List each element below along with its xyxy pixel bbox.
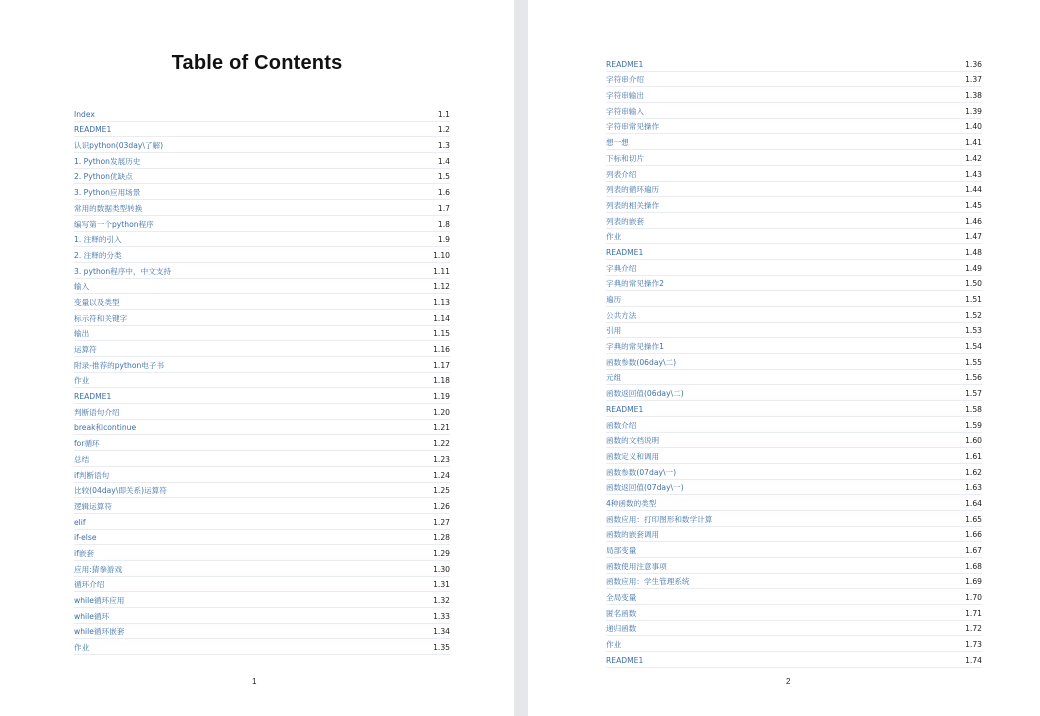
toc-list-page-2 [606,56,982,668]
toc-entry-link[interactable]: while循环嵌套 [74,627,125,637]
toc-entry-section-number: 1.16 [433,345,450,354]
toc-entry[interactable] [606,119,982,135]
toc-entry-section-number: 1.19 [433,392,450,402]
toc-entry-link[interactable]: 匿名函数 [606,608,637,618]
toc-entry-section-number: 1.63 [965,483,982,493]
toc-entry-link[interactable]: 2. Python优缺点 [74,172,133,182]
toc-entry-link[interactable]: if嵌套 [74,548,94,558]
toc-entry[interactable] [606,197,982,213]
toc-entry[interactable] [74,435,450,451]
toc-entry[interactable] [606,166,982,182]
toc-entry-link[interactable]: 函数使用注意事项 [606,561,667,571]
toc-entry[interactable] [74,106,450,122]
toc-entry-link[interactable]: 比较(04day\即关系)运算符 [74,486,167,496]
toc-entry-link[interactable]: 判断语句介绍 [74,407,120,417]
toc-entry[interactable] [74,545,450,561]
toc-entry-section-number: 1.4 [437,156,450,166]
toc-entry[interactable] [606,448,982,464]
toc-entry-section-number: 1.40 [965,122,982,132]
toc-entry[interactable] [74,294,450,310]
toc-entry-link[interactable]: 全局变量 [606,593,637,603]
toc-entry[interactable] [74,561,450,577]
toc-entry[interactable] [74,137,450,153]
toc-entry-link[interactable]: 列表介绍 [606,169,637,179]
toc-entry[interactable] [74,263,450,279]
toc-entry-section-number: 1.32 [433,596,450,605]
document-page-1 [0,0,514,716]
toc-entry-section-number: 1.49 [965,263,982,273]
toc-entry-link[interactable]: 作业 [74,376,90,386]
toc-entry[interactable] [606,354,982,370]
toc-entry-link[interactable]: 3. Python应用场景 [74,188,141,198]
toc-entry[interactable] [606,589,982,605]
toc-entry-section-number: 1.20 [433,407,450,417]
toc-entry[interactable] [606,385,982,401]
toc-entry-section-number: 1.8 [437,219,450,229]
toc-entry-section-number: 1.44 [965,185,982,195]
toc-entry-link[interactable]: 字符串常见操作 [606,122,660,132]
toc-entry-link[interactable]: if-else [74,533,97,543]
toc-entry-section-number: 1.57 [965,389,982,399]
toc-entry-link[interactable]: while循环应用 [74,596,125,605]
toc-entry-section-number: 1.2 [437,125,450,135]
toc-entry-link[interactable]: README1 [606,59,644,69]
toc-entry[interactable] [74,310,450,326]
toc-entry-link[interactable]: 运算符 [74,345,97,354]
toc-entry-section-number: 1.66 [965,530,982,540]
toc-entry-section-number: 1.30 [433,564,450,574]
toc-entry[interactable] [74,592,450,608]
toc-entry-section-number: 1.70 [965,593,982,603]
toc-entry[interactable] [74,420,450,436]
toc-entry-section-number: 1.35 [433,643,450,653]
toc-entry[interactable] [74,341,450,357]
toc-entry[interactable] [74,184,450,200]
toc-entry[interactable] [606,370,982,386]
toc-entry-link[interactable]: 2. 注释的分类 [74,250,122,260]
toc-entry-section-number: 1.69 [965,577,982,587]
toc-entry-link[interactable]: 总结 [74,454,90,464]
toc-entry[interactable] [606,433,982,449]
toc-entry-section-number: 1.39 [965,106,982,116]
toc-entry-link[interactable]: README1 [74,125,112,135]
toc-entry-link[interactable]: for循环 [74,439,100,449]
toc-entry[interactable] [606,495,982,511]
toc-entry-section-number: 1.41 [965,138,982,148]
toc-entry-link[interactable]: 认识python(03day\了解) [74,141,164,151]
toc-entry-section-number: 1.28 [433,533,450,543]
toc-entry[interactable] [606,213,982,229]
toc-entry[interactable] [606,291,982,307]
toc-entry-section-number: 1.60 [965,436,982,446]
toc-entry-section-number: 1.73 [965,640,982,650]
toc-entry-section-number: 1.22 [433,439,450,449]
toc-entry-section-number: 1.54 [965,342,982,352]
toc-entry-section-number: 1.55 [965,357,982,367]
toc-entry-section-number: 1.12 [433,282,450,292]
toc-entry-section-number: 1.1 [437,109,450,119]
toc-entry-link[interactable]: 函数应用：学生管理系统 [606,577,690,587]
toc-entry[interactable] [606,103,982,119]
toc-entry-link[interactable]: while循环 [74,611,110,621]
toc-entry[interactable] [606,307,982,323]
toc-entry-link[interactable]: if判断语句 [74,470,110,480]
toc-entry-link[interactable]: 逻辑运算符 [74,501,112,511]
toc-entry-link[interactable]: 1. Python发展历史 [74,156,141,166]
toc-entry-link[interactable]: 列表的嵌套 [606,216,644,226]
toc-entry[interactable] [606,134,982,150]
toc-entry-link[interactable]: 字符串输入 [606,106,644,116]
toc-entry[interactable] [74,200,450,216]
toc-entry-link[interactable]: 常用的数据类型转换 [74,203,143,213]
toc-entry-section-number: 1.26 [433,501,450,511]
toc-entry-link[interactable]: README1 [606,404,644,414]
toc-entry-section-number: 1.56 [965,373,982,383]
toc-entry[interactable] [606,480,982,496]
toc-entry-section-number: 1.53 [965,326,982,336]
toc-entry[interactable] [74,404,450,420]
toc-entry[interactable] [74,577,450,593]
toc-entry-section-number: 1.14 [433,313,450,323]
toc-entry-link[interactable]: 编写第一个python程序 [74,219,154,229]
toc-entry-link[interactable]: 作业 [606,232,622,242]
toc-entry-section-number: 1.65 [965,514,982,524]
toc-entry-link[interactable]: 作业 [74,643,90,653]
toc-entry-link[interactable]: 引用 [606,326,622,336]
toc-entry[interactable] [606,621,982,637]
toc-entry-link[interactable]: 字符串介绍 [606,75,644,85]
toc-entry[interactable] [606,542,982,558]
toc-entry[interactable] [606,260,982,276]
toc-entry-section-number: 1.74 [965,655,982,665]
toc-entry[interactable] [74,232,450,248]
toc-entry-link[interactable]: 输出 [74,329,90,339]
toc-entry[interactable] [74,169,450,185]
toc-entry-link[interactable]: 输入 [74,282,90,292]
toc-entry-section-number: 1.58 [965,404,982,414]
toc-entry-section-number: 1.46 [965,216,982,226]
toc-entry-section-number: 1.61 [965,451,982,461]
toc-entry-link[interactable]: README1 [74,392,112,402]
toc-entry[interactable] [74,326,450,342]
toc-entry-link[interactable]: 作业 [606,640,622,650]
toc-entry-link[interactable]: 函数应用：打印图形和数学计算 [606,514,713,524]
toc-entry[interactable] [74,153,450,169]
toc-entry[interactable] [74,122,450,138]
toc-entry-section-number: 1.42 [965,153,982,163]
toc-entry[interactable] [74,639,450,655]
toc-entry-link[interactable]: 下标和切片 [606,153,644,163]
toc-entry[interactable] [74,373,450,389]
toc-entry-section-number: 1.50 [965,279,982,289]
toc-entry-section-number: 1.6 [437,188,450,198]
toc-entry[interactable] [606,338,982,354]
page-number: 2 [786,677,791,686]
page-number: 1 [252,677,257,686]
toc-entry-section-number: 1.27 [433,517,450,527]
toc-entry-section-number: 1.15 [433,329,450,339]
toc-entry-link[interactable]: 列表的循环遍历 [606,185,660,195]
toc-entry-section-number: 1.64 [965,498,982,508]
toc-entry-section-number: 1.5 [437,172,450,182]
toc-entry-section-number: 1.52 [965,310,982,320]
toc-entry-section-number: 1.48 [965,247,982,257]
toc-entry-section-number: 1.23 [433,454,450,464]
toc-entry-section-number: 1.10 [433,250,450,260]
toc-entry[interactable] [606,605,982,621]
toc-entry[interactable] [606,464,982,480]
toc-entry-section-number: 1.43 [965,169,982,179]
toc-entry-link[interactable]: 函数定义和调用 [606,451,660,461]
toc-entry[interactable] [74,514,450,530]
toc-entry[interactable] [606,150,982,166]
toc-entry-link[interactable]: elif [74,517,86,527]
toc-entry[interactable] [606,323,982,339]
toc-entry[interactable] [606,244,982,260]
toc-entry-section-number: 1.29 [433,548,450,558]
toc-entry-link[interactable]: 函数返回值(06day\二) [606,389,684,399]
toc-entry-link[interactable]: 字符串输出 [606,91,644,101]
toc-entry-section-number: 1.45 [965,200,982,210]
toc-entry[interactable] [74,467,450,483]
toc-entry[interactable] [606,558,982,574]
toc-entry-link[interactable]: break和continue [74,423,137,433]
toc-entry[interactable] [74,608,450,624]
toc-entry-section-number: 1.33 [433,611,450,621]
toc-entry-section-number: 1.7 [437,203,450,213]
toc-entry[interactable] [606,229,982,245]
document-page-2 [528,0,1040,716]
toc-entry[interactable] [606,527,982,543]
toc-entry-link[interactable]: 1. 注释的引入 [74,235,122,245]
toc-entry[interactable] [606,417,982,433]
toc-entry-link[interactable]: README1 [606,247,644,257]
toc-entry-link[interactable]: 想一想 [606,138,629,148]
toc-entry-link[interactable]: 元组 [606,373,622,383]
toc-entry-link[interactable]: 函数的文档说明 [606,436,660,446]
toc-entry-link[interactable]: 变量以及类型 [74,297,120,307]
toc-entry[interactable] [606,636,982,652]
toc-entry-link[interactable]: 标示符和关键字 [74,313,128,323]
toc-entry-section-number: 1.34 [433,627,450,637]
toc-entry[interactable] [606,276,982,292]
toc-entry[interactable] [74,388,450,404]
toc-entry-link[interactable]: 函数参数(07day\一) [606,467,677,477]
toc-entry[interactable] [606,652,982,668]
toc-entry[interactable] [606,574,982,590]
toc-entry-link[interactable]: Index [74,109,95,119]
toc-entry[interactable] [74,483,450,499]
toc-entry[interactable] [74,279,450,295]
toc-entry-section-number: 1.47 [965,232,982,242]
toc-entry-section-number: 1.51 [965,295,982,304]
toc-entry-section-number: 1.18 [433,376,450,386]
page-title: Table of Contents [171,52,343,74]
toc-entry[interactable] [606,511,982,527]
toc-entry-link[interactable]: 4种函数的类型 [606,498,657,508]
toc-entry[interactable] [74,216,450,232]
toc-entry-link[interactable]: 函数介绍 [606,420,637,430]
toc-entry-section-number: 1.72 [965,624,982,634]
toc-entry[interactable] [606,56,982,72]
toc-entry-link[interactable]: 字典的常见操作1 [606,342,664,352]
toc-entry-link[interactable]: 循环介绍 [74,580,105,590]
toc-entry-section-number: 1.25 [433,486,450,496]
toc-entry[interactable] [74,530,450,546]
toc-entry-link[interactable]: 递归函数 [606,624,637,634]
toc-entry-section-number: 1.62 [965,467,982,477]
toc-entry-link[interactable]: 局部变量 [606,546,637,555]
toc-entry-section-number: 1.68 [965,561,982,571]
toc-entry-link[interactable]: 函数返回值(07day\一) [606,483,684,493]
toc-entry[interactable] [74,247,450,263]
toc-entry[interactable] [74,357,450,373]
toc-entry-link[interactable]: 应用:猜拳游戏 [74,564,123,574]
toc-entry-link[interactable]: 字典的常见操作2 [606,279,664,289]
toc-entry-section-number: 1.36 [965,59,982,69]
toc-entry[interactable] [606,87,982,103]
toc-entry-section-number: 1.11 [433,266,450,276]
toc-entry-link[interactable]: 函数参数(06day\二) [606,357,677,367]
toc-entry[interactable] [606,72,982,88]
toc-entry-section-number: 1.37 [965,75,982,85]
toc-entry-section-number: 1.21 [433,423,450,433]
toc-entry-link[interactable]: 字典介绍 [606,263,637,273]
toc-entry[interactable] [606,401,982,417]
toc-entry-link[interactable]: 附录-推荐的python电子书 [74,360,165,370]
toc-list-page-1 [74,106,450,655]
toc-entry-link[interactable]: 列表的相关操作 [606,200,660,210]
toc-entry[interactable] [74,451,450,467]
toc-entry-section-number: 1.24 [433,470,450,480]
toc-entry-link[interactable]: 函数的嵌套调用 [606,530,660,540]
toc-entry-link[interactable]: 公共方法 [606,310,637,320]
toc-entry-link[interactable]: 遍历 [606,295,622,304]
toc-entry-section-number: 1.71 [965,608,982,618]
toc-entry[interactable] [606,182,982,198]
toc-entry-section-number: 1.9 [437,235,450,245]
toc-entry-section-number: 1.13 [433,297,450,307]
toc-entry-section-number: 1.59 [965,420,982,430]
toc-entry-section-number: 1.17 [433,360,450,370]
toc-entry-link[interactable]: 3. python程序中，中文支持 [74,266,171,276]
toc-entry-section-number: 1.31 [433,580,450,590]
toc-entry-link[interactable]: README1 [606,655,644,665]
toc-entry[interactable] [74,624,450,640]
toc-entry-section-number: 1.3 [437,141,450,151]
toc-entry-section-number: 1.38 [965,91,982,101]
toc-entry-section-number: 1.67 [965,546,982,555]
toc-entry[interactable] [74,498,450,514]
